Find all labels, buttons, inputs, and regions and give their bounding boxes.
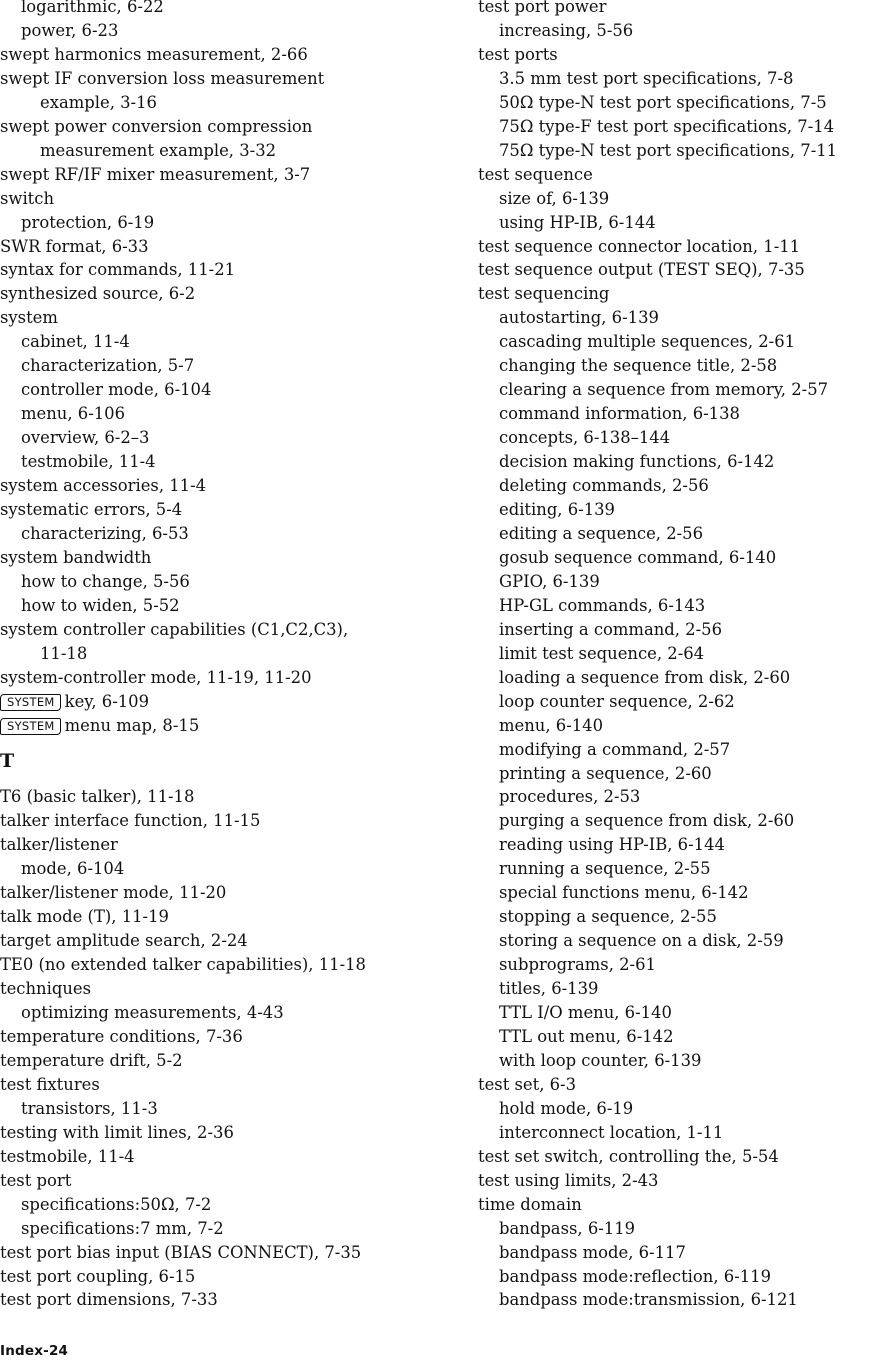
index-subentry: storing a sequence on a disk, 2-59 xyxy=(499,931,784,951)
index-subentry: 3.5 mm test port specifications, 7-8 xyxy=(499,68,794,88)
index-entry: temperature drift, 5-2 xyxy=(0,1050,183,1070)
index-subentry: subprograms, 2-61 xyxy=(499,955,656,975)
index-entry: test port power xyxy=(478,0,607,16)
index-subentry: overview, 6-2–3 xyxy=(21,428,150,448)
index-entry: testing with limit lines, 2-36 xyxy=(0,1122,234,1142)
index-entry: TE0 (no extended talker capabilities), 11-18 xyxy=(0,955,366,975)
index-subentry: decision making functions, 6-142 xyxy=(499,452,775,472)
index-entry: systematic errors, 5-4 xyxy=(0,500,183,520)
index-subentry: controller mode, 6-104 xyxy=(21,380,212,400)
index-subentry: inserting a command, 2-56 xyxy=(499,619,723,639)
index-entry: swept power conversion compression xyxy=(0,116,313,136)
index-subentry: 75Ω type-F test port specifications, 7-14 xyxy=(499,116,835,136)
index-entry: T6 (basic talker), 11-18 xyxy=(0,787,195,807)
index-subentry: command information, 6-138 xyxy=(499,404,740,424)
index-subentry: size of, 6-139 xyxy=(499,188,610,208)
index-subentry: bandpass, 6-119 xyxy=(499,1218,636,1238)
index-subentry: cascading multiple sequences, 2-61 xyxy=(499,332,796,352)
index-subentry: TTL out menu, 6-142 xyxy=(499,1026,674,1046)
index-subentry: protection, 6-19 xyxy=(21,212,155,232)
index-entry: system xyxy=(0,308,58,328)
index-subentry: characterization, 5-7 xyxy=(21,356,195,376)
index-subentry: 50Ω type-N test port specifications, 7-5 xyxy=(499,92,827,112)
index-entry: test set switch, controlling the, 5-54 xyxy=(478,1146,779,1166)
index-subentry: reading using HP-IB, 6-144 xyxy=(499,835,725,855)
index-subentry: transistors, 11-3 xyxy=(21,1098,158,1118)
index-entry-text: menu map, 8-15 xyxy=(64,715,200,735)
index-subentry: changing the sequence title, 2-58 xyxy=(499,356,778,376)
index-subentry: gosub sequence command, 6-140 xyxy=(499,547,777,567)
index-entry: switch xyxy=(0,188,55,208)
index-subentry: specifications:50Ω, 7-2 xyxy=(21,1194,212,1214)
index-entry: system-controller mode, 11-19, 11-20 xyxy=(0,667,312,687)
index-subentry: GPIO, 6-139 xyxy=(499,571,600,591)
index-entry-text: key, 6-109 xyxy=(64,691,150,711)
index-entry: test sequence output (TEST SEQ), 7-35 xyxy=(478,260,805,280)
index-subentry: cabinet, 11-4 xyxy=(21,332,130,352)
index-entry: talker interface function, 11-15 xyxy=(0,811,261,831)
index-subentry: how to widen, 5-52 xyxy=(21,595,180,615)
index-subentry: mode, 6-104 xyxy=(21,859,125,879)
index-subentry: bandpass mode, 6-117 xyxy=(499,1242,686,1262)
index-entry: swept RF/IF mixer measurement, 3-7 xyxy=(0,164,311,184)
index-subentry: power, 6-23 xyxy=(21,20,119,40)
index-subentry: clearing a sequence from memory, 2-57 xyxy=(499,380,829,400)
index-subentry: modifying a command, 2-57 xyxy=(499,739,731,759)
index-subentry: TTL I/O menu, 6-140 xyxy=(499,1003,672,1023)
index-subentry: editing a sequence, 2-56 xyxy=(499,523,704,543)
index-entry: time domain xyxy=(478,1194,582,1214)
index-subentry: autostarting, 6-139 xyxy=(499,308,659,328)
system-key-icon: SYSTEM xyxy=(0,694,61,711)
index-entry: test sequence xyxy=(478,164,593,184)
index-subentry: testmobile, 11-4 xyxy=(21,452,156,472)
index-subentry: limit test sequence, 2-64 xyxy=(499,643,705,663)
section-letter-heading: T xyxy=(0,749,15,772)
index-entry: techniques xyxy=(0,979,91,999)
index-entry: swept IF conversion loss measurement xyxy=(0,68,325,88)
index-entry: test port xyxy=(0,1170,72,1190)
index-subentry: 75Ω type-N test port specifications, 7-11 xyxy=(499,140,838,160)
index-entry: testmobile, 11-4 xyxy=(0,1146,135,1166)
index-subentry: hold mode, 6-19 xyxy=(499,1098,634,1118)
index-column-left xyxy=(0,0,430,1312)
index-subentry: menu, 6-106 xyxy=(21,404,126,424)
index-entry: synthesized source, 6-2 xyxy=(0,284,196,304)
index-entry: measurement example, 3-32 xyxy=(40,140,277,160)
index-subentry: how to change, 5-56 xyxy=(21,571,190,591)
page-number: Index-24 xyxy=(0,1343,69,1359)
index-subentry: specifications:7 mm, 7-2 xyxy=(21,1218,224,1238)
index-entry: 11-18 xyxy=(40,643,88,663)
index-entry: temperature conditions, 7-36 xyxy=(0,1026,243,1046)
index-entry: test sequencing xyxy=(478,284,610,304)
index-entry: SWR format, 6-33 xyxy=(0,236,149,256)
index-entry: test ports xyxy=(478,44,558,64)
index-entry: test set, 6-3 xyxy=(478,1074,577,1094)
index-subentry: HP-GL commands, 6-143 xyxy=(499,595,706,615)
index-subentry: purging a sequence from disk, 2-60 xyxy=(499,811,795,831)
index-subentry: with loop counter, 6-139 xyxy=(499,1050,702,1070)
index-subentry: increasing, 5-56 xyxy=(499,20,634,40)
index-subentry: running a sequence, 2-55 xyxy=(499,859,711,879)
index-subentry: using HP-IB, 6-144 xyxy=(499,212,656,232)
index-entry: swept harmonics measurement, 2-66 xyxy=(0,44,308,64)
index-subentry: concepts, 6-138–144 xyxy=(499,428,671,448)
index-subentry: bandpass mode:transmission, 6-121 xyxy=(499,1290,798,1310)
index-entry: test sequence connector location, 1-11 xyxy=(478,236,801,256)
index-subentry: loading a sequence from disk, 2-60 xyxy=(499,667,791,687)
index-subentry: optimizing measurements, 4-43 xyxy=(21,1003,284,1023)
index-subentry: characterizing, 6-53 xyxy=(21,523,189,543)
index-subentry: editing, 6-139 xyxy=(499,500,615,520)
index-entry xyxy=(0,714,430,738)
index-subentry: menu, 6-140 xyxy=(499,715,604,735)
index-entry: system accessories, 11-4 xyxy=(0,476,207,496)
index-entry: example, 3-16 xyxy=(40,92,157,112)
index-subentry: titles, 6-139 xyxy=(499,979,599,999)
index-subentry: printing a sequence, 2-60 xyxy=(499,763,712,783)
index-entry: talk mode (T), 11-19 xyxy=(0,907,169,927)
index-column-right xyxy=(478,0,873,1312)
system-key-icon: SYSTEM xyxy=(0,718,61,735)
index-entry: test port coupling, 6-15 xyxy=(0,1266,196,1286)
index-entry: test port dimensions, 7-33 xyxy=(0,1290,218,1310)
index-entry xyxy=(0,690,430,714)
index-subentry: loop counter sequence, 2-62 xyxy=(499,691,735,711)
index-entry: talker/listener mode, 11-20 xyxy=(0,883,227,903)
index-entry: system controller capabilities (C1,C2,C3), xyxy=(0,619,349,639)
index-subentry: bandpass mode:reflection, 6-119 xyxy=(499,1266,772,1286)
index-entry: system bandwidth xyxy=(0,547,152,567)
index-entry: syntax for commands, 11-21 xyxy=(0,260,236,280)
index-entry: test fixtures xyxy=(0,1074,100,1094)
index-subentry: deleting commands, 2-56 xyxy=(499,476,709,496)
index-subentry: stopping a sequence, 2-55 xyxy=(499,907,717,927)
index-subentry: procedures, 2-53 xyxy=(499,787,641,807)
index-entry: test using limits, 2-43 xyxy=(478,1170,659,1190)
index-entry: talker/listener xyxy=(0,835,118,855)
index-entry: target amplitude search, 2-24 xyxy=(0,931,248,951)
index-subentry: logarithmic, 6-22 xyxy=(21,0,164,16)
index-subentry: interconnect location, 1-11 xyxy=(499,1122,724,1142)
index-entry: test port bias input (BIAS CONNECT), 7-35 xyxy=(0,1242,362,1262)
index-subentry: special functions menu, 6-142 xyxy=(499,883,749,903)
